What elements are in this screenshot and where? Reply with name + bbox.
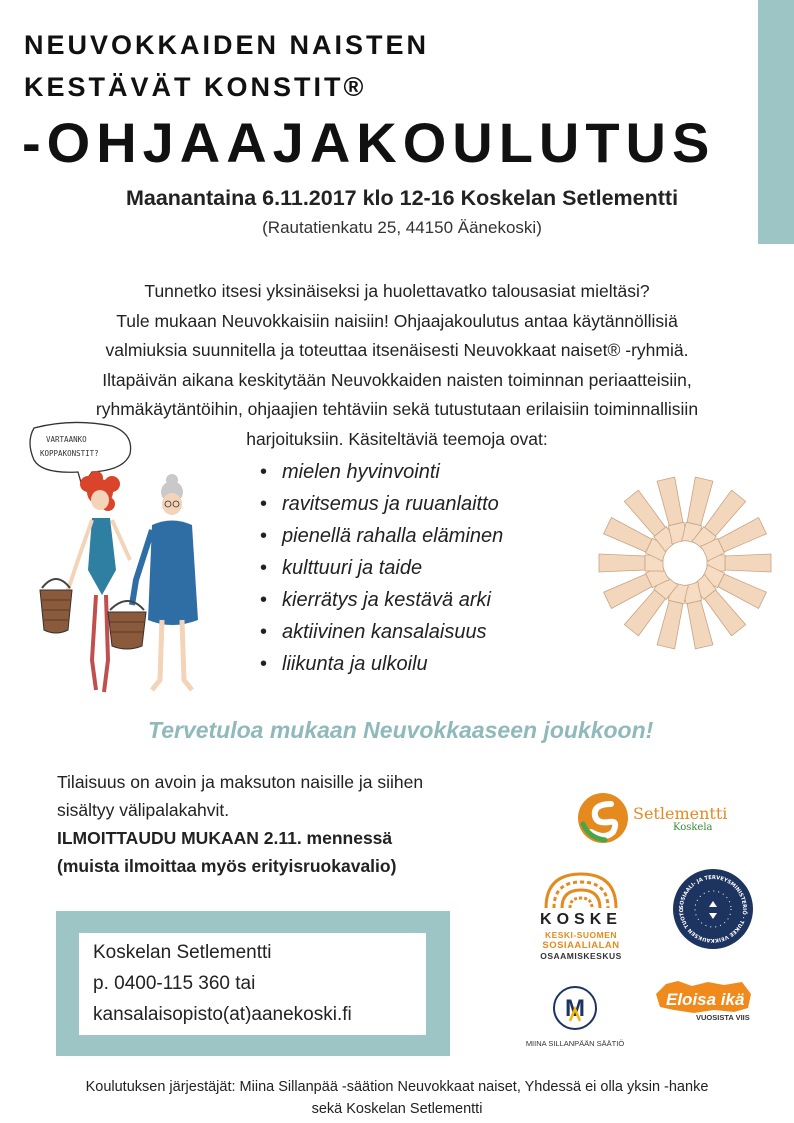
contact-box bbox=[56, 911, 450, 1056]
list-item: • mielen hyvinvointi bbox=[260, 461, 440, 483]
list-item: • ravitsemus ja ruuanlaitto bbox=[260, 493, 499, 515]
koske-line: SOSIAALIALAN bbox=[542, 940, 620, 951]
themes-list bbox=[254, 456, 503, 680]
speech-bubble-line: VARTAANKO bbox=[46, 435, 87, 444]
intro-line: Tunnetko itsesi yksinäiseksi ja huolettavatko talousasiat mieltäsi? bbox=[144, 281, 650, 301]
intro-line: Iltapäivän aikana keskitytään Neuvokkaiden naisten toiminnan periaatteisiin, bbox=[102, 369, 692, 390]
stm-text: SOSIAALI- JA TERVEYSMINISTERIÖ · TUKEE VEIKKAUKSEN TUOTO bbox=[678, 874, 748, 944]
koske-line: KESKI-SUOMEN bbox=[544, 930, 618, 940]
contact-phone: p. 0400-115 360 tai bbox=[93, 973, 256, 994]
list-item: • aktiivinen kansalaisuus bbox=[260, 621, 487, 643]
stm-logo bbox=[672, 868, 754, 950]
organizers-footer bbox=[0, 1076, 794, 1120]
intro-line: valmiuksia suunnitella ja toteuttaa itsenäisesti Neuvokkaat naiset® -ryhmiä. bbox=[105, 340, 689, 360]
miina-letter: M bbox=[565, 995, 585, 1022]
women-illustration bbox=[12, 420, 242, 705]
intro-line: ryhmäkäytäntöihin, ohjaajien tehtäviin sekä tutustutaan erilaisiin toiminnallisiin bbox=[95, 399, 699, 419]
list-item: • liikunta ja ulkoilu bbox=[260, 653, 428, 675]
event-info bbox=[57, 768, 423, 880]
eloisa-ika-logo bbox=[654, 980, 754, 1030]
theme-label: pienellä rahalla eläminen bbox=[282, 525, 504, 547]
welcome-text: Tervetuloa mukaan Neuvokkaaseen joukkoon! bbox=[148, 717, 654, 743]
theme-label: ravitsemus ja ruuanlaitto bbox=[282, 493, 499, 515]
list-item: • kulttuuri ja taide bbox=[260, 557, 423, 579]
speech-bubble-line: KOPPAKONSTIT? bbox=[40, 449, 99, 458]
title-main: -OHJAAJAKOULUTUS bbox=[22, 111, 716, 174]
list-item: • pienellä rahalla eläminen bbox=[260, 525, 504, 547]
intro-line: Tule mukaan Neuvokkaisiin naisiin! Ohjaajakoulutus antaa käytännöllisiä bbox=[116, 310, 678, 331]
footer-line: Koulutuksen järjestäjät: Miina Sillanpää -säätion Neuvokkaat naiset, Yhdessä ei olla yksin -hanke bbox=[85, 1079, 709, 1095]
info-line: Tilaisuus on avoin ja maksuton naisille ja siihen bbox=[57, 772, 424, 792]
info-line: sisältyy välipalakahvit. bbox=[57, 800, 230, 820]
title-line-2: KESTÄVÄT KONSTIT® bbox=[24, 72, 367, 102]
contact-inner bbox=[79, 933, 426, 1035]
intro-line: harjoituksiin. Käsiteltäviä teemoja ovat: bbox=[246, 428, 548, 449]
registration-deadline: ILMOITTAUDU MUKAAN 2.11. mennessä bbox=[57, 828, 393, 848]
eloisa-name: Eloisa ikä bbox=[666, 990, 745, 1009]
contact-email: kansalaisopisto(at)aanekoski.fi bbox=[93, 1004, 352, 1025]
theme-label: aktiivinen kansalaisuus bbox=[282, 621, 487, 643]
theme-label: kulttuuri ja taide bbox=[282, 557, 423, 579]
theme-label: liikunta ja ulkoilu bbox=[282, 653, 428, 675]
contact-organization: Koskelan Setlementti bbox=[93, 942, 272, 963]
theme-label: mielen hyvinvointi bbox=[282, 461, 440, 483]
theme-label: kierrätys ja kestävä arki bbox=[282, 589, 491, 611]
event-date: Maanantaina 6.11.2017 klo 12-16 Koskelan Setlementti bbox=[125, 186, 679, 210]
title-line-1: NEUVOKKAIDEN NAISTEN bbox=[24, 30, 430, 60]
koske-line: OSAAMISKESKUS bbox=[540, 951, 622, 961]
miina-name: MIINA SILLANPÄÄN SÄÄTIÖ bbox=[525, 1039, 625, 1048]
miina-logo bbox=[525, 983, 625, 1053]
koske-word: KOSKE bbox=[540, 911, 622, 928]
koske-logo bbox=[526, 868, 636, 963]
eloisa-sub: VUOSISTA VIIS bbox=[696, 1013, 750, 1022]
hands-circle-illustration bbox=[590, 475, 780, 650]
setlementti-logo bbox=[575, 790, 735, 850]
event-address: (Rautatienkatu 25, 44150 Äänekoski) bbox=[262, 218, 542, 237]
list-item: • kierrätys ja kestävä arki bbox=[260, 589, 491, 611]
footer-line: sekä Koskelan Setlementti bbox=[311, 1101, 483, 1117]
setlementti-sub: Koskela bbox=[673, 822, 713, 833]
diet-note: (muista ilmoittaa myös erityisruokavalio) bbox=[57, 856, 397, 876]
setlementti-name: Setlementti bbox=[633, 804, 728, 823]
